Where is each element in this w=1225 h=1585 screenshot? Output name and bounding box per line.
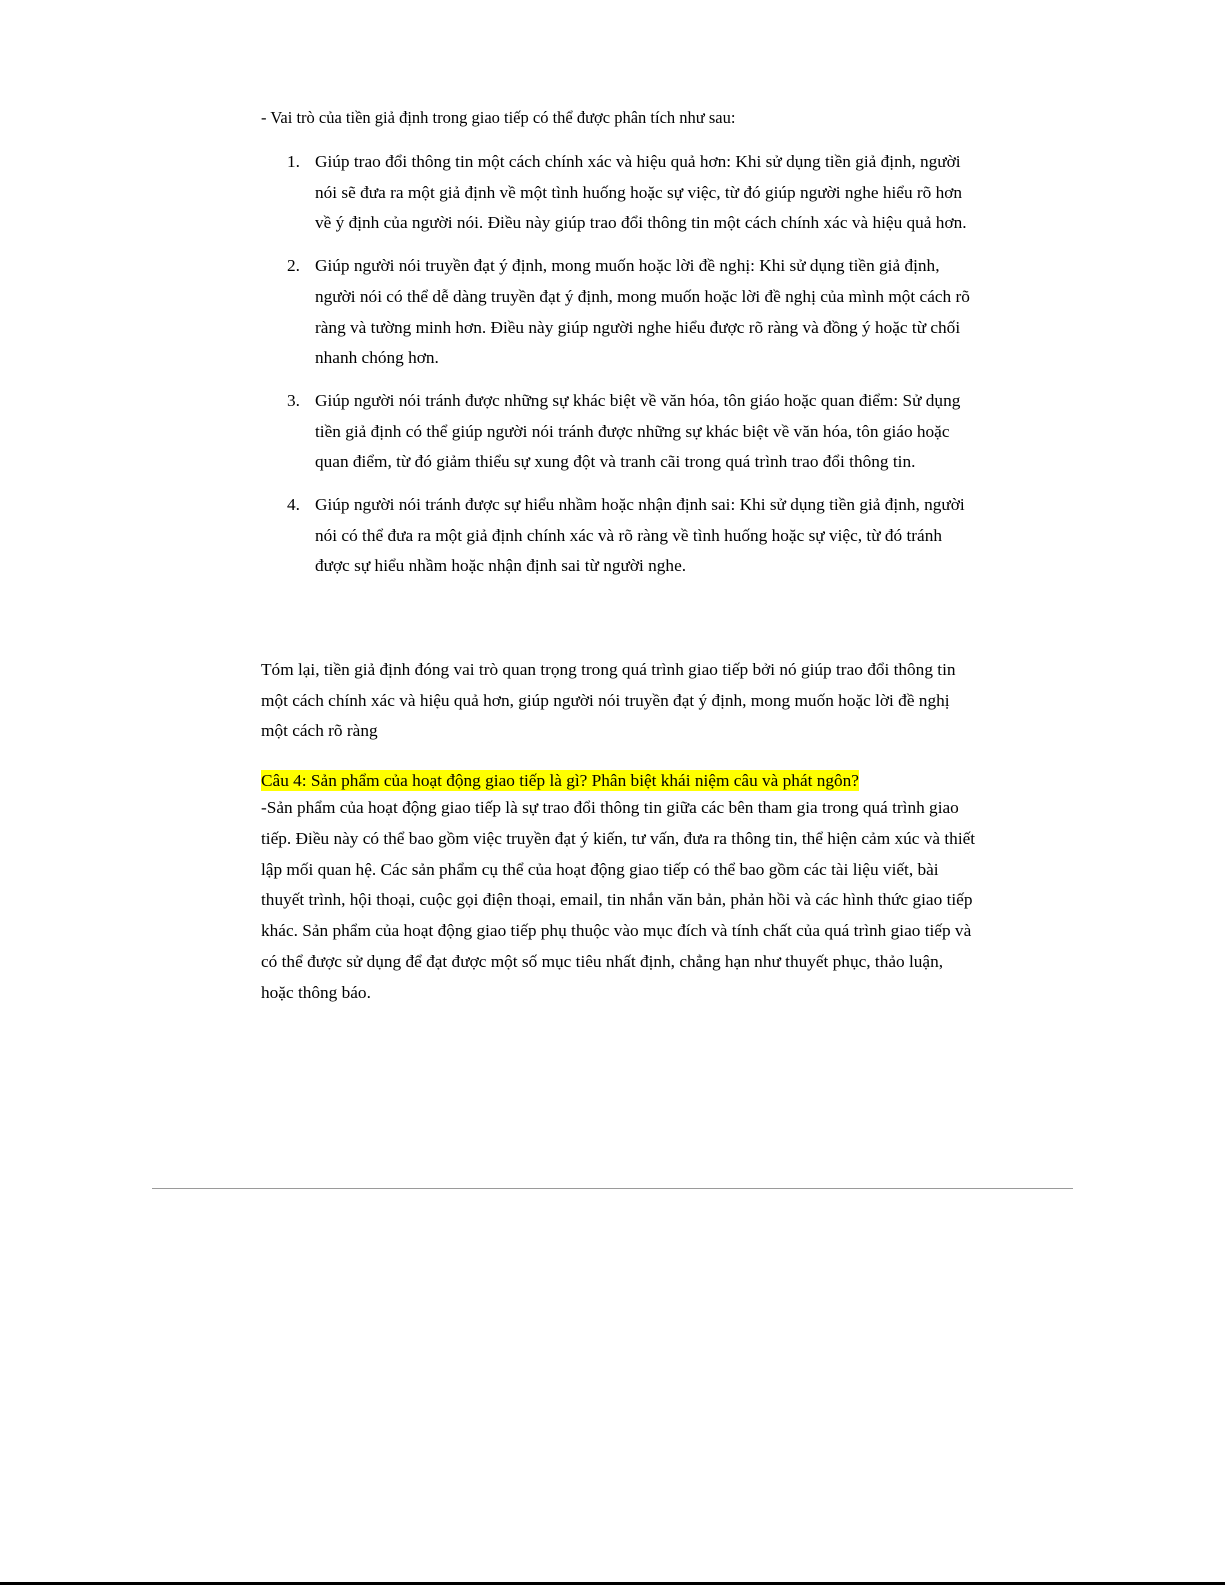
list-number: 2. <box>287 256 300 276</box>
list-item-text: Giúp trao đổi thông tin một cách chính xác và hiệu quả hơn: Khi sử dụng tiền giả định, người nói sẽ đưa ra một giả định về một tình huống hoặc sự việc, từ đó giúp người nghe hiểu rõ hơn về ý định của người nói. Điều này giúp trao đổi thông tin một cách chính xác và hiệu quả hơn. <box>315 152 967 233</box>
intro-line: - Vai trò của tiền giả định trong giao tiếp có thể được phân tích như sau: <box>261 108 736 127</box>
list-number: 4. <box>287 495 300 515</box>
role-list <box>261 147 971 594</box>
list-item <box>261 147 971 239</box>
list-item-text: Giúp người nói tránh được những sự khác biệt về văn hóa, tôn giáo hoặc quan điểm: Sử dụng tiền giả định có thể giúp người nói tránh được những sự khác biệt về văn hóa, tôn giáo hoặc quan điểm, từ đó giảm thiểu sự xung đột và tranh cãi trong quá trình trao đổi thông tin. <box>315 390 961 472</box>
list-item-text: Giúp người nói truyền đạt ý định, mong muốn hoặc lời đề nghị: Khi sử dụng tiền giả định, người nói có thể dễ dàng truyền đạt ý định, mong muốn hoặc lời đề nghị của mình một cách rõ ràng và tường minh hơn. Điều này giúp người nghe hiểu được rõ ràng và đồng ý hoặc từ chối nhanh chóng hơn. <box>315 256 970 368</box>
list-number: 1. <box>287 152 300 171</box>
list-item <box>261 251 971 374</box>
list-item <box>261 490 971 582</box>
page-divider <box>152 1188 1073 1189</box>
question-heading <box>261 770 859 792</box>
highlighted-question: Câu 4: Sản phẩm của hoạt động giao tiếp là gì? Phân biệt khái niệm câu và phát ngôn? <box>261 771 859 790</box>
list-item-text: Giúp người nói tránh được sự hiểu nhầm hoặc nhận định sai: Khi sử dụng tiền giả định, người nói có thể đưa ra một giả định chính xác và rõ ràng về tình huống hoặc sự việc, từ đó tránh được sự hiểu nhầm hoặc nhận định sai từ người nghe. <box>315 495 965 576</box>
summary-paragraph: Tóm lại, tiền giả định đóng vai trò quan trọng trong quá trình giao tiếp bởi nó giúp trao đổi thông tin một cách chính xác và hiệu quả hơn, giúp người nói truyền đạt ý định, mong muốn hoặc lời đề nghị một cách rõ ràng <box>261 660 956 741</box>
list-item <box>261 386 971 478</box>
answer-paragraph: -Sản phẩm của hoạt động giao tiếp là sự trao đổi thông tin giữa các bên tham gia trong quá trình giao tiếp. Điều này có thể bao gồm việc truyền đạt ý kiến, tư vấn, đưa ra thông tin, thể hiện cảm xúc và thiết lập mối quan hệ. Các sản phẩm cụ thể của hoạt động giao tiếp có thể bao gồm các tài liệu viết, bài thuyết trình, hội thoại, cuộc gọi điện thoại, email, tin nhắn văn bản, phản hồi và các hình thức giao tiếp khác. Sản phẩm của hoạt động giao tiếp phụ thuộc vào mục đích và tính chất của quá trình giao tiếp và có thể được sử dụng để đạt được một số mục tiêu nhất định, chẳng hạn như thuyết phục, thảo luận, hoặc thông báo. <box>261 798 976 1002</box>
list-number: 3. <box>287 390 300 410</box>
